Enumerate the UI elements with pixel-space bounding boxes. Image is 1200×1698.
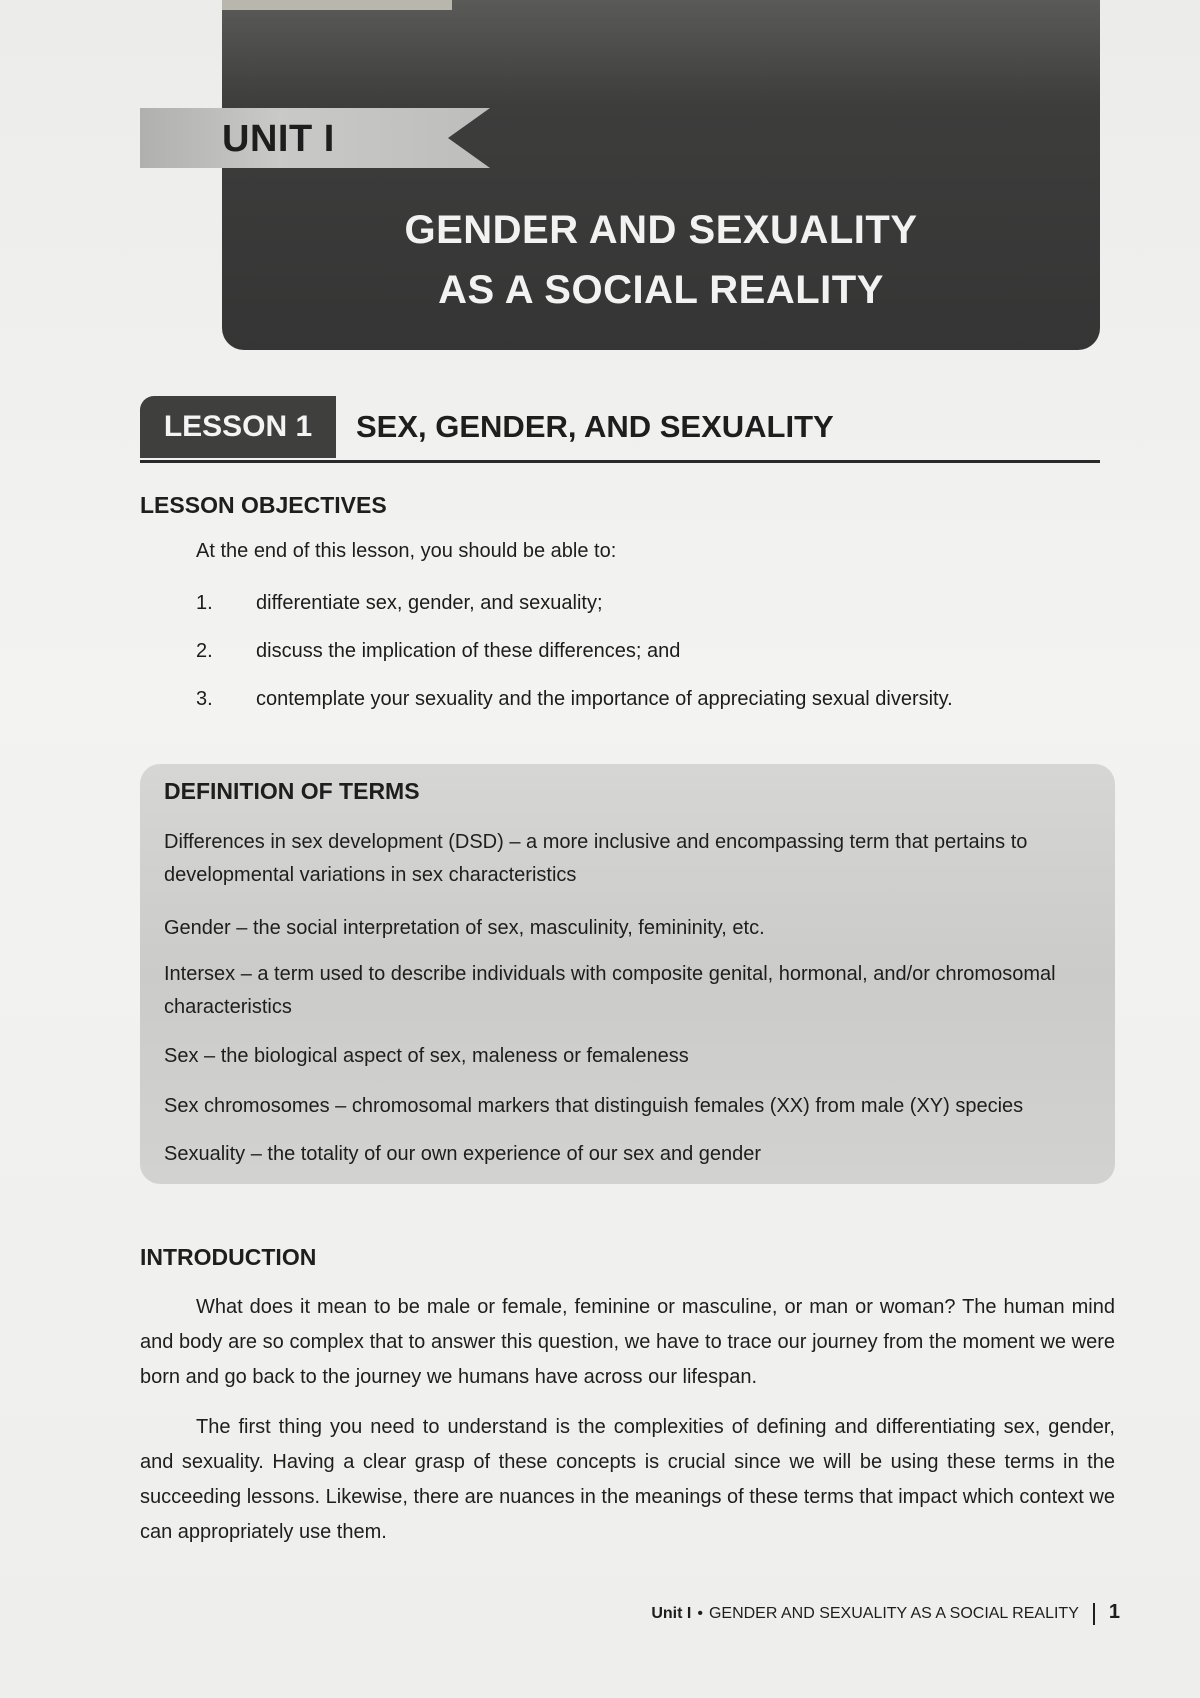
unit-title-line-1: GENDER AND SEXUALITY bbox=[404, 208, 918, 252]
lesson-title: SEX, GENDER, AND SEXUALITY bbox=[356, 409, 834, 444]
lesson-number-tab: LESSON 1 bbox=[140, 396, 336, 458]
definition-sex: Sex – the biological aspect of sex, maleness or femaleness bbox=[164, 1045, 689, 1067]
objective-item bbox=[196, 588, 1096, 636]
objective-item bbox=[196, 636, 1096, 684]
objectives-heading: LESSON OBJECTIVES bbox=[140, 492, 387, 518]
objective-item bbox=[196, 684, 1096, 732]
header-top-strip bbox=[222, 0, 452, 10]
page-footer bbox=[600, 1592, 1120, 1632]
introduction-paragraph-2: The first thing you need to understand is the complexities of defining and differentiating sex, gender, and sexuality. Having a clear grasp of these concepts is crucial since we will be using these terms in the succeeding lessons. Likewise, there are nuances in the meanings of these terms that impact which context we can appropriately use them. bbox=[140, 1416, 1115, 1543]
definition-intersex: Intersex – a term used to describe individuals with composite genital, hormonal, and/or chromosomal characteristics bbox=[164, 963, 1056, 1018]
footer-bullet: • bbox=[697, 1605, 703, 1622]
unit-title bbox=[222, 200, 1100, 320]
objective-number: 3. bbox=[196, 688, 213, 710]
introduction-paragraph-1: What does it mean to be male or female, feminine or masculine, or man or woman? The human mind and body are so complex that to answer this question, we have to trace our journey from the moment we were born and go back to the journey we humans have across our lifespan. bbox=[140, 1296, 1115, 1388]
definition-sex-chromosomes: Sex chromosomes – chromosomal markers that distinguish females (XX) from male (XY) species bbox=[164, 1095, 1024, 1117]
objectives-intro: At the end of this lesson, you should be able to: bbox=[196, 540, 617, 562]
objective-text: differentiate sex, gender, and sexuality; bbox=[256, 592, 603, 614]
objective-text: contemplate your sexuality and the importance of appreciating sexual diversity. bbox=[256, 688, 953, 710]
objective-number: 1. bbox=[196, 592, 213, 614]
definitions-heading: DEFINITION OF TERMS bbox=[164, 778, 420, 804]
definition-dsd: Differences in sex development (DSD) – a more inclusive and encompassing term that pertains to developmental variations in sex characteristics bbox=[164, 831, 1028, 886]
objective-number: 2. bbox=[196, 640, 213, 662]
footer-divider bbox=[1093, 1603, 1095, 1625]
definition-sexuality: Sexuality – the totality of our own experience of our sex and gender bbox=[164, 1143, 762, 1165]
footer-title: GENDER AND SEXUALITY AS A SOCIAL REALITY bbox=[708, 1605, 1079, 1622]
introduction-heading: INTRODUCTION bbox=[140, 1244, 317, 1270]
unit-label: UNIT I bbox=[222, 118, 335, 160]
footer-unit: Unit I bbox=[651, 1605, 692, 1622]
definition-gender: Gender – the social interpretation of sex, masculinity, femininity, etc. bbox=[164, 917, 765, 939]
page-number: 1 bbox=[1108, 1601, 1120, 1623]
unit-title-line-2: AS A SOCIAL REALITY bbox=[438, 268, 884, 312]
lesson-divider bbox=[140, 460, 1100, 463]
objectives-list bbox=[196, 588, 1096, 732]
objective-text: discuss the implication of these differences; and bbox=[256, 640, 681, 662]
